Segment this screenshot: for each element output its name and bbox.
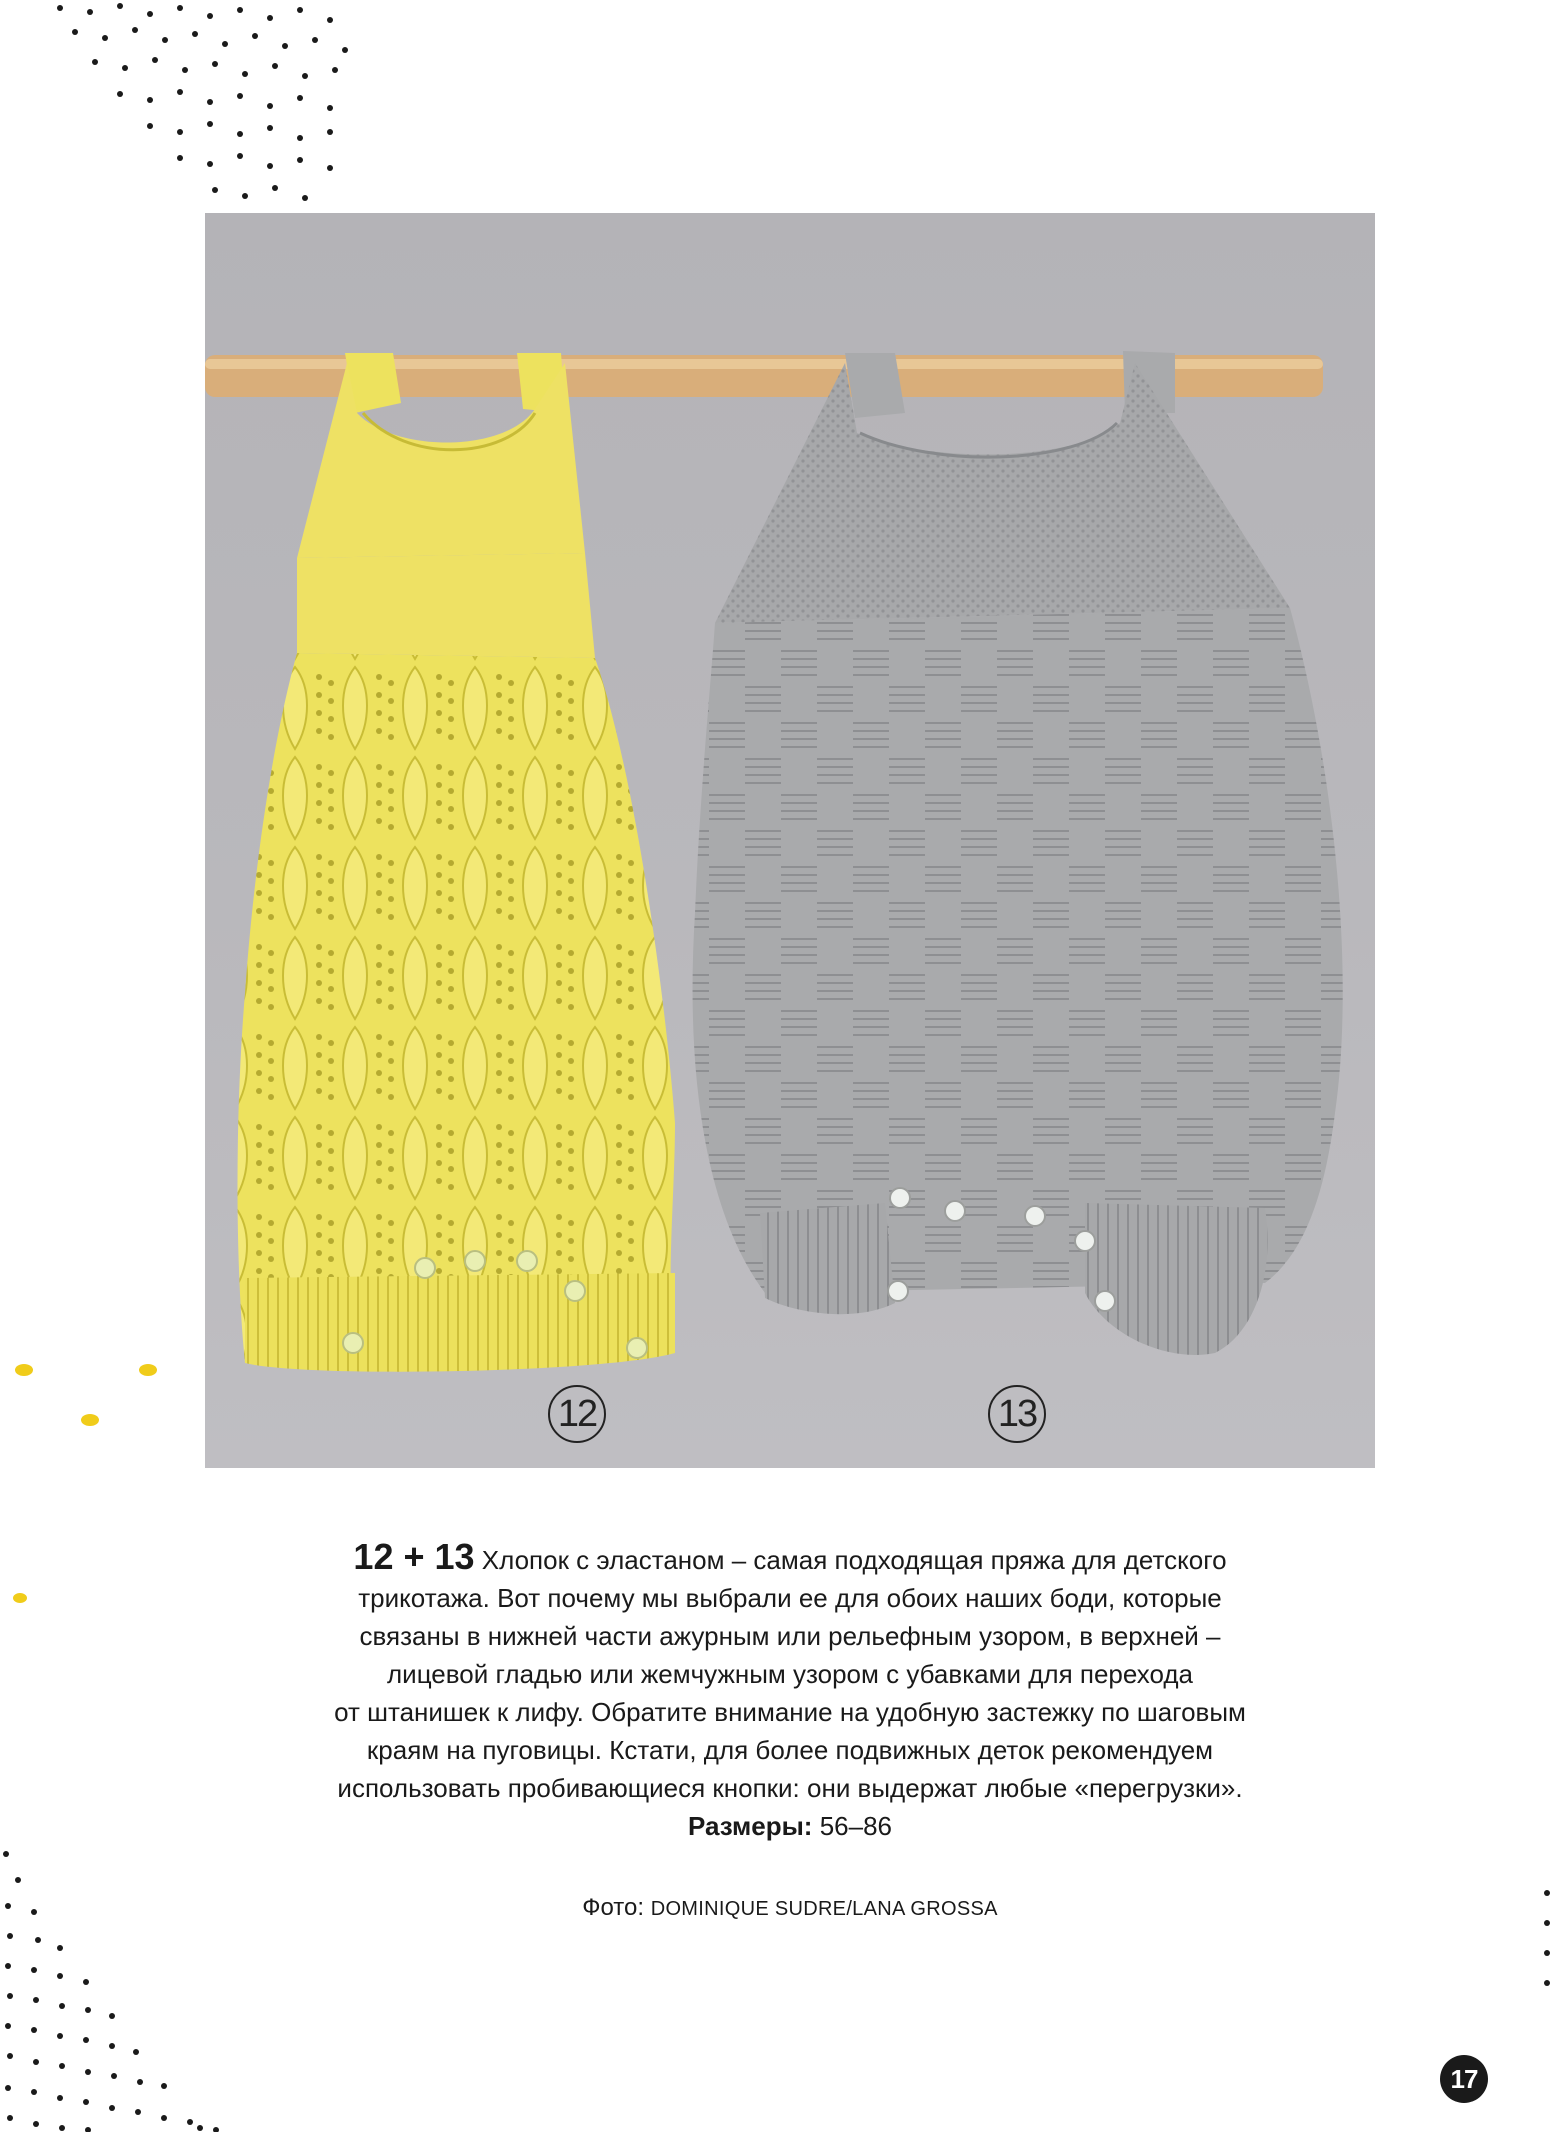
- caption-line-3: связаны в нижней части ажурным или рельефным узором, в верхней –: [359, 1621, 1221, 1651]
- caption-line-1: [250, 1538, 1330, 1579]
- product-photo: [205, 213, 1375, 1468]
- caption-line-5: от штанишек к лифу. Обратите внимание на удобную застежку по шаговым: [334, 1697, 1246, 1727]
- photo-credit: [250, 1894, 1330, 1922]
- yellow-romper: [238, 353, 676, 1372]
- page-number: 17: [1440, 2055, 1488, 2103]
- photo-credit-prefix: Фото:: [582, 1894, 645, 1921]
- decorative-yellow-dots: [0, 1340, 180, 1630]
- caption-line-6: краям на пуговицы. Кстати, для более подвижных деток рекомендуем: [366, 1735, 1214, 1765]
- sizes-label: Размеры:: [687, 1811, 813, 1841]
- sizes-line: [250, 1807, 1330, 1845]
- photo-illustration: [205, 213, 1375, 1468]
- caption-line-7: использовать пробивающиеся кнопки: они выдержат любые «перегрузки».: [337, 1773, 1243, 1803]
- caption-block: [250, 1538, 1330, 1845]
- caption-item-number: 12 + 13: [353, 1536, 475, 1577]
- photo-credit-name: DOMINIQUE SUDRE/LANA GROSSA: [650, 1898, 998, 1920]
- photo-marker-12: 12: [548, 1385, 606, 1443]
- caption-text-1: Хлопок с эластаном – самая подходящая пряжа для детского: [481, 1545, 1227, 1575]
- sizes-value: 56–86: [819, 1811, 893, 1841]
- caption-line-4: лицевой гладью или жемчужным узором с убавками для перехода: [387, 1659, 1193, 1689]
- photo-marker-13: 13: [988, 1385, 1046, 1443]
- decorative-dots-bottom-left: [0, 1840, 240, 2132]
- grey-romper: [693, 351, 1343, 1355]
- decorative-dots-right-edge: [1540, 1885, 1551, 1995]
- caption-line-2: трикотажа. Вот почему мы выбрали ее для обоих наших боди, которые: [358, 1583, 1222, 1613]
